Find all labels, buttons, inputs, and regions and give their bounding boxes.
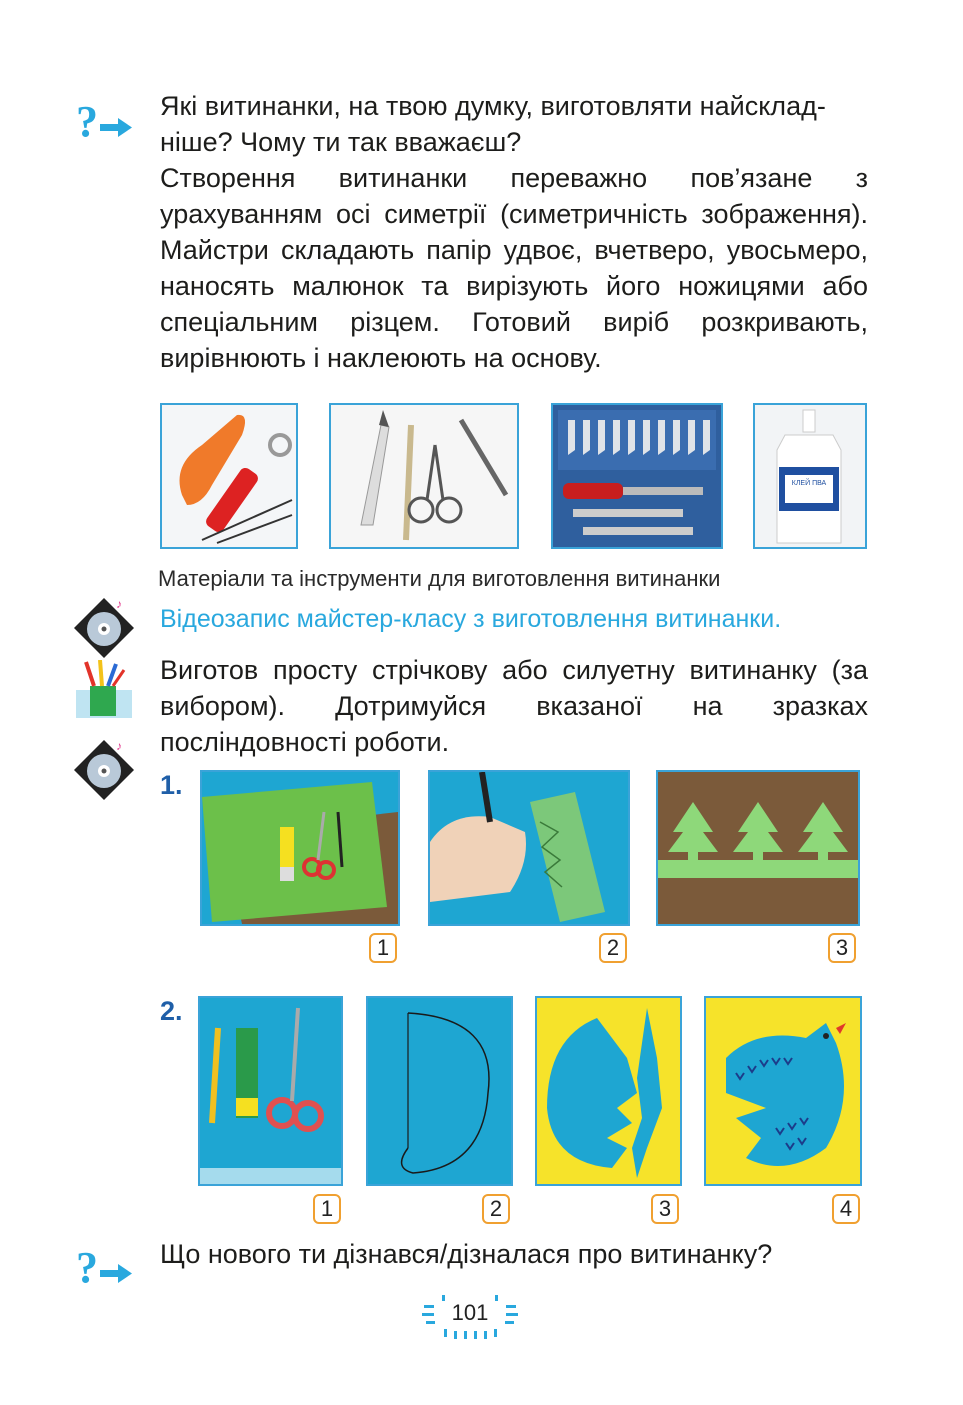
row1-step-3: 3 [828,933,856,963]
row2-step-2: 2 [482,1194,510,1224]
svg-text:♪: ♪ [116,739,122,753]
tools-photo-knife [160,403,298,549]
intro-paragraph: Створення витинанки переважно пов’язане з урахуванням осі симетрії (симетричність зображення). Майстри складають папір удвоє, вчетверо, увосьмеро, наносять малюнок та вирізують його ножицями або спеціальним різцем. Готовий виріб розкривають, вирівнюють і наклеюють на основу. [160,163,868,373]
row-2-label: 2. [160,996,183,1026]
row1-photo-2 [428,770,630,926]
tools-caption: Матеріали та інструменти для виготовлення витинанки [158,566,721,591]
row2-photo-3 [535,996,682,1186]
row1-step-2: 2 [599,933,627,963]
tools-photo-glue [753,403,867,549]
row1-photo-1 [200,770,400,926]
row-1-label: 1. [160,770,183,800]
video-disc-icon [72,596,136,660]
question-arrow-icon [74,96,134,144]
row2-step-1: 1 [313,1194,341,1224]
svg-text:?: ? [76,1243,98,1290]
tools-photo-knife-set [551,403,723,549]
svg-text:♪: ♪ [116,597,122,611]
question-arrow-icon-2 [74,1242,134,1290]
page-number: 101 [451,1300,489,1325]
svg-text:?: ? [76,97,98,144]
video-disc-icon-2 [72,738,136,802]
row2-photo-2 [366,996,513,1186]
video-link[interactable]: Відеозапис майстер-класу з виготовлення витинанки. [160,605,782,633]
task-text: Виготов просту стрічкову або силуетну витинанку (за вибором). Дотримуйся вказаної на зразках посліндовності роботи. [160,655,868,757]
row2-photo-1 [198,996,343,1186]
pencil-cup-icon [76,660,132,718]
tools-photo-scalpel-scissors [329,403,519,549]
question-1: Які витинанки, на твою думку, виготовляти найскладніше? Чому ти так вважаєш? [160,91,826,157]
glue-label: КЛЕЙ ПВА [791,480,827,487]
row2-photo-4 [704,996,862,1186]
row2-step-4: 4 [832,1194,860,1224]
row1-step-1: 1 [369,933,397,963]
row1-photo-3 [656,770,860,926]
question-2: Що нового ти дізнався/дізналася про витинанку? [160,1239,773,1269]
row2-step-3: 3 [651,1194,679,1224]
